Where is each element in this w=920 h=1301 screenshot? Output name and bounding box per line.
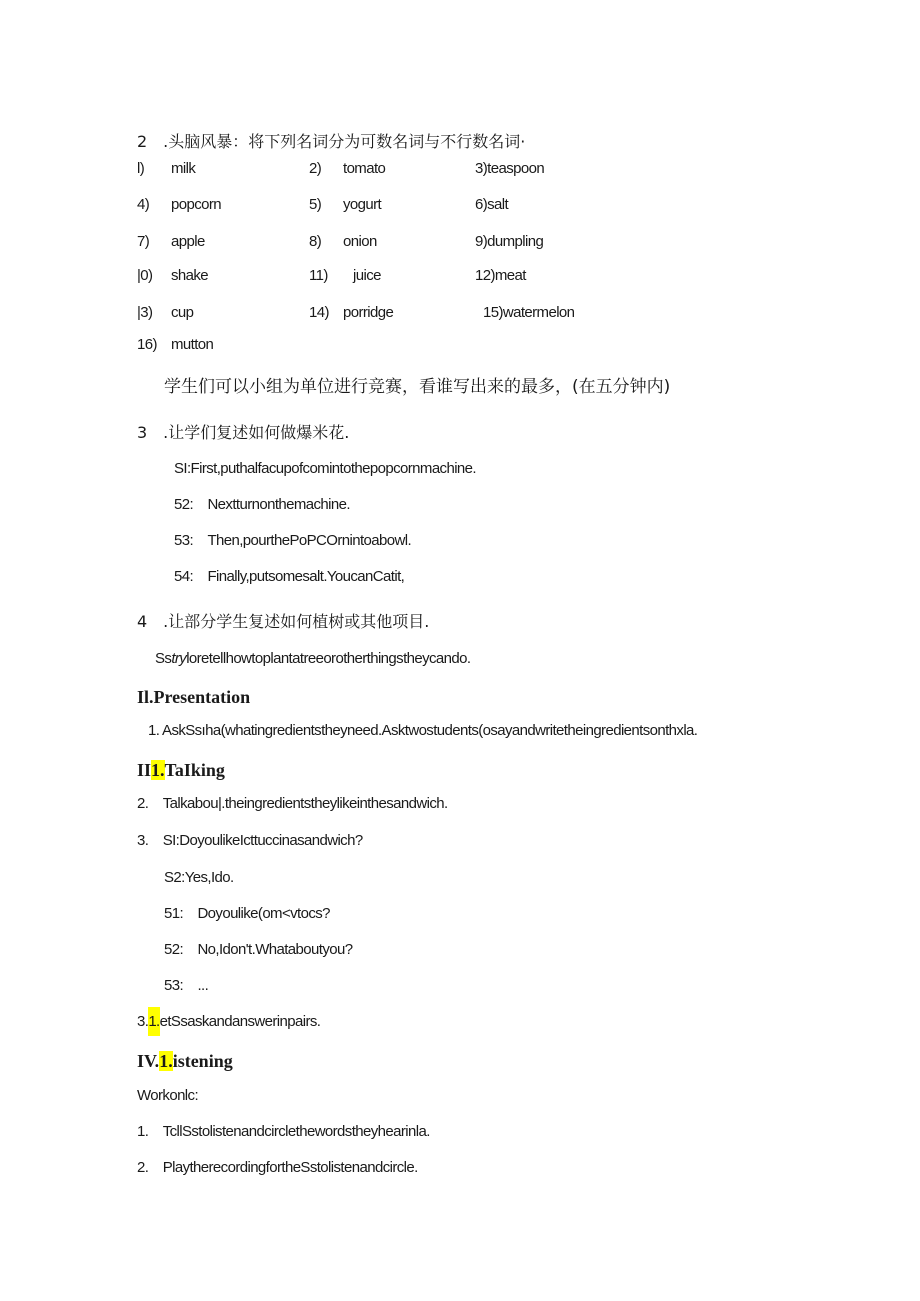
talking-heading-rest: TaΙking bbox=[164, 760, 225, 780]
section-4-title: 4 .让部分学生复述如何植树或其他项目. bbox=[137, 612, 430, 631]
retell-instruction bbox=[155, 649, 470, 669]
listening-item-2: 2. PlaytherecordingfortheSstolistenandcircle. bbox=[137, 1159, 418, 1176]
item-6: 6)salt bbox=[475, 196, 509, 213]
item-4-word: popcorn bbox=[171, 196, 222, 213]
listening-heading-prefix: IV. bbox=[137, 1051, 160, 1071]
item-1-word: milk bbox=[171, 160, 196, 177]
item-5-num: 5) bbox=[309, 196, 322, 213]
item-4-num: 4) bbox=[137, 196, 150, 213]
item-13-num: |3) bbox=[137, 304, 153, 321]
item-8-word: onion bbox=[343, 233, 377, 250]
item-13-word: cup bbox=[171, 304, 194, 321]
section-2-title: 2 .头脑风暴：将下列名词分为可数名词与不行数名词· bbox=[137, 132, 526, 151]
item-2-word: tomato bbox=[343, 160, 386, 177]
dialog-line-1: S2:Yes,Ido. bbox=[164, 869, 234, 886]
talking-pairs-line bbox=[137, 1012, 320, 1032]
item-15: 15)watermelon bbox=[483, 304, 575, 321]
popcorn-step-4: 54: Finally,putsomesalt.YoucanCatit, bbox=[174, 568, 405, 585]
pairs-highlight: 1. bbox=[148, 1007, 159, 1036]
listening-item-1: 1. TcllSstolistenandcirclethewordstheyhearinla. bbox=[137, 1123, 430, 1140]
item-5-word: yogurt bbox=[343, 196, 382, 213]
item-10-word: shake bbox=[171, 267, 209, 284]
talking-item-3: 3. SI:DoyoulikeIcttuccinasandwich? bbox=[137, 832, 363, 849]
talking-heading-highlight: 1. bbox=[151, 760, 165, 780]
item-12: 12)meat bbox=[475, 267, 526, 284]
listening-heading-highlight: 1. bbox=[159, 1051, 173, 1071]
item-16-num: 16) bbox=[137, 336, 157, 353]
item-2-num: 2) bbox=[309, 160, 322, 177]
pairs-prefix: 3. bbox=[137, 1013, 149, 1030]
retell-part-b: try bbox=[171, 650, 187, 667]
talking-heading-prefix: II bbox=[137, 760, 152, 780]
item-8-num: 8) bbox=[309, 233, 322, 250]
talking-item-2: 2. Talkabou|.theingredientstheylikeinthesandwich. bbox=[137, 795, 448, 812]
item-14-word: porridge bbox=[343, 304, 394, 321]
presentation-item-1: 1. AskSsıha(whatingredientstheyneed.Asktwostudents(osayandwritetheingredientsonthxla. bbox=[148, 722, 698, 739]
popcorn-step-1: SI:First,puthalfacupofcomintothepopcornmachine. bbox=[174, 460, 476, 477]
item-16-word: mutton bbox=[171, 336, 214, 353]
dialog-line-4: 53: ... bbox=[164, 977, 209, 994]
item-9: 9)dumpling bbox=[475, 233, 544, 250]
item-11-word: juice bbox=[353, 267, 381, 284]
pairs-rest: etSsaskandanswerinpairs. bbox=[159, 1013, 321, 1030]
item-14-num: 14) bbox=[309, 304, 329, 321]
work-on-label: Workonlc: bbox=[137, 1087, 199, 1104]
listening-heading-rest: istening bbox=[172, 1051, 233, 1071]
item-10-num: |0) bbox=[137, 267, 153, 284]
presentation-heading: Il.Presentation bbox=[137, 687, 251, 707]
retell-part-a: Ss bbox=[155, 650, 172, 667]
popcorn-step-3: 53: Then,pourthePoPCOrnintoabowl. bbox=[174, 532, 412, 549]
item-1-num: l) bbox=[137, 160, 145, 177]
talking-heading bbox=[137, 760, 225, 780]
popcorn-step-2: 52: Nextturnonthemachine. bbox=[174, 496, 350, 513]
competition-note: 学生们可以小组为单位进行竞赛，看谁写出来的最多，(在五分钟内) bbox=[164, 377, 671, 397]
dialog-line-2: 51: Doyoulike(om<vtocs? bbox=[164, 905, 330, 922]
item-7-num: 7) bbox=[137, 233, 150, 250]
item-3: 3)teaspoon bbox=[475, 160, 545, 177]
listening-heading bbox=[137, 1051, 233, 1071]
dialog-line-3: 52: No,Idon't.Whataboutyou? bbox=[164, 941, 353, 958]
item-7-word: apple bbox=[171, 233, 205, 250]
item-11-num: 11) bbox=[309, 267, 328, 284]
retell-part-c: loretellhowtoplantatreeorotherthingstheycando. bbox=[186, 650, 471, 667]
section-3-title: 3 .让学们复述如何做爆米花. bbox=[137, 423, 350, 442]
